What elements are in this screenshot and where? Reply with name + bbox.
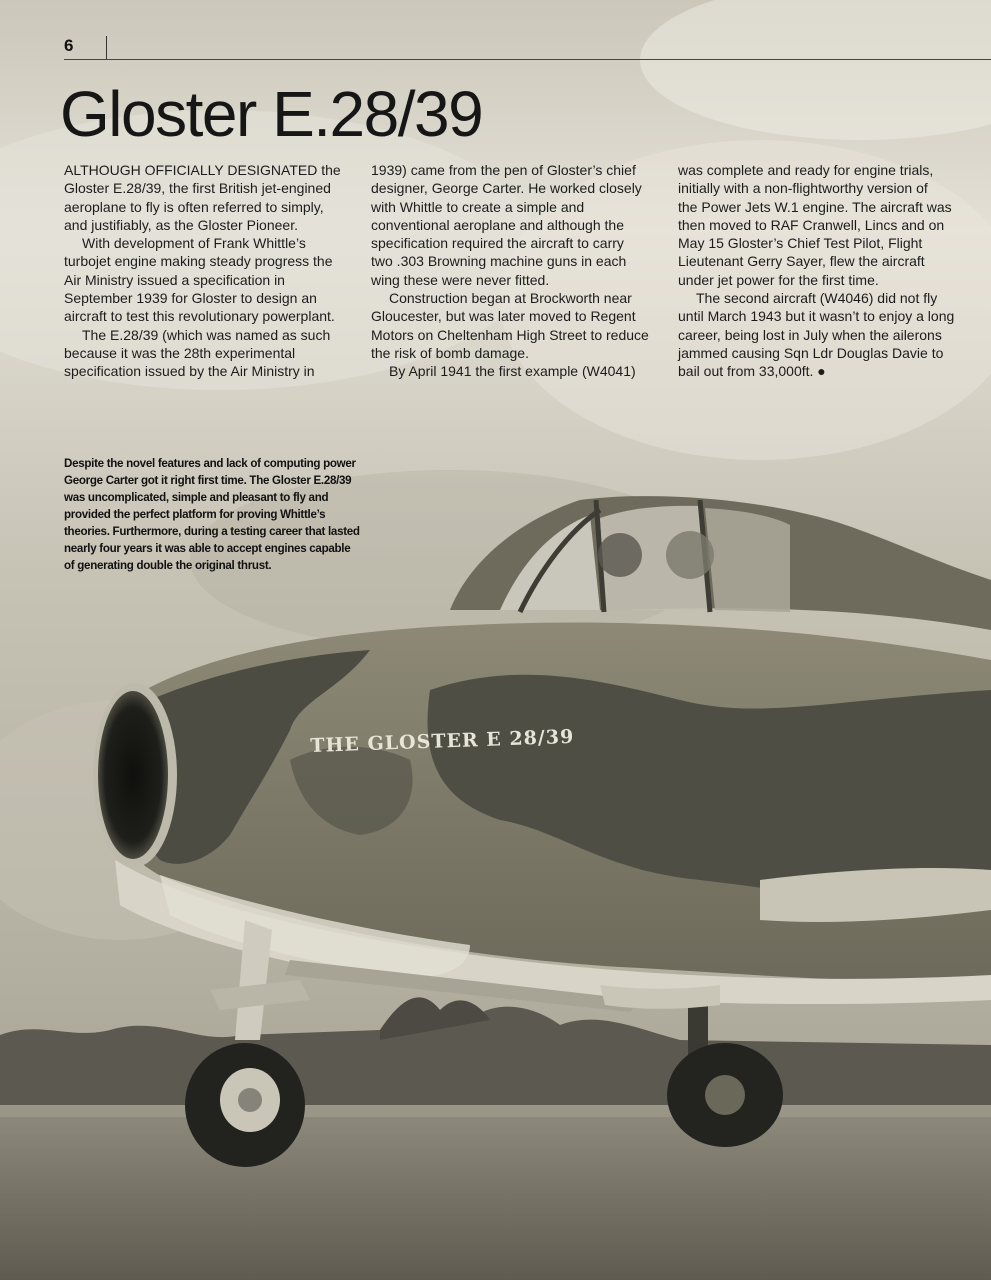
article-line: Gloster E.28/39, the first British jet-engined bbox=[64, 180, 331, 197]
article-line: jammed causing Sqn Ldr Douglas Davie to bbox=[678, 344, 944, 361]
article-line: Construction began at Brockworth near bbox=[389, 290, 632, 307]
article-paragraph bbox=[371, 161, 663, 289]
article-line: Lieutenant Gerry Sayer, flew the aircraft bbox=[678, 253, 925, 270]
article-line: aircraft to test this revolutionary powerplant. bbox=[64, 308, 335, 325]
article-line: specification required the aircraft to carry bbox=[371, 235, 624, 252]
fuselage-lettering: THE GLOSTER E 28/39 bbox=[310, 725, 575, 757]
article-line: initially with a non-flightworthy version of bbox=[678, 180, 928, 197]
article-paragraph bbox=[678, 289, 978, 380]
article-line: then moved to RAF Cranwell, Lincs and on bbox=[678, 216, 945, 233]
article-line: wing these were never fitted. bbox=[371, 271, 550, 288]
article-line: Air Ministry issued a specification in bbox=[64, 271, 285, 288]
article-line: conventional aeroplane and although the bbox=[371, 216, 624, 233]
article-column-1 bbox=[64, 161, 360, 381]
photo-caption: Despite the novel features and lack of computing power George Carter got it right first time. The Gloster E.28/39 was uncomplicated, simple and pleasant to fly and provided the perfect platform for proving Whittle’s theories. Furthermore, during a testing career that lasted nearly four years it was able to accept engines capable of generating double the original thrust. bbox=[64, 457, 360, 572]
article-column-2 bbox=[371, 161, 663, 381]
article-line: under jet power for the first time. bbox=[678, 271, 879, 288]
article-line: the Power Jets W.1 engine. The aircraft was bbox=[678, 198, 952, 215]
article-paragraph bbox=[678, 161, 978, 289]
article-line: with Whittle to create a simple and bbox=[371, 198, 585, 215]
article-line: and justifiably, as the Gloster Pioneer. bbox=[64, 216, 298, 233]
article-line: the risk of bomb damage. bbox=[371, 344, 529, 361]
page-number: 6 bbox=[64, 36, 74, 55]
article-line: designer, George Carter. He worked closely bbox=[371, 180, 642, 197]
page-title: Gloster E.28/39 bbox=[60, 78, 483, 150]
article-line: Motors on Cheltenham High Street to reduce bbox=[371, 326, 649, 343]
article-line: aeroplane to fly is often referred to simply, bbox=[64, 198, 324, 215]
article-line: two .303 Browning machine guns in each bbox=[371, 253, 627, 270]
article-line: The E.28/39 (which was named as such bbox=[82, 326, 331, 343]
article-line: The second aircraft (W4046) did not fly bbox=[696, 290, 938, 307]
article-paragraph bbox=[371, 289, 663, 362]
header-rule bbox=[64, 59, 991, 60]
article-line: until March 1943 but it wasn’t to enjoy a long bbox=[678, 308, 955, 325]
article-line: With development of Frank Whittle’s bbox=[82, 235, 306, 252]
article-paragraph bbox=[64, 161, 360, 234]
article-line: ALTHOUGH OFFICIALLY DESIGNATED the bbox=[64, 162, 341, 178]
article-paragraph bbox=[64, 234, 360, 325]
article-line: By April 1941 the first example (W4041) bbox=[389, 363, 636, 380]
article-line: turbojet engine making steady progress the bbox=[64, 253, 333, 270]
article-line: bail out from 33,000ft. ● bbox=[678, 363, 826, 380]
article-line: May 15 Gloster’s Chief Test Pilot, Flight bbox=[678, 235, 923, 252]
article-column-3 bbox=[678, 161, 978, 381]
article-paragraph bbox=[371, 362, 663, 380]
article-paragraph bbox=[64, 326, 360, 381]
article-line: because it was the 28th experimental bbox=[64, 344, 296, 361]
article-line: career, being lost in July when the ailerons bbox=[678, 326, 942, 343]
article-line: September 1939 for Gloster to design an bbox=[64, 290, 317, 307]
article-line: 1939) came from the pen of Gloster’s chief bbox=[371, 162, 636, 178]
article-line: Gloucester, but was later moved to Regent bbox=[371, 308, 636, 325]
header-divider-tick bbox=[106, 36, 107, 60]
article-line: was complete and ready for engine trials, bbox=[678, 162, 934, 178]
article-line: specification issued by the Air Ministry in bbox=[64, 363, 315, 380]
